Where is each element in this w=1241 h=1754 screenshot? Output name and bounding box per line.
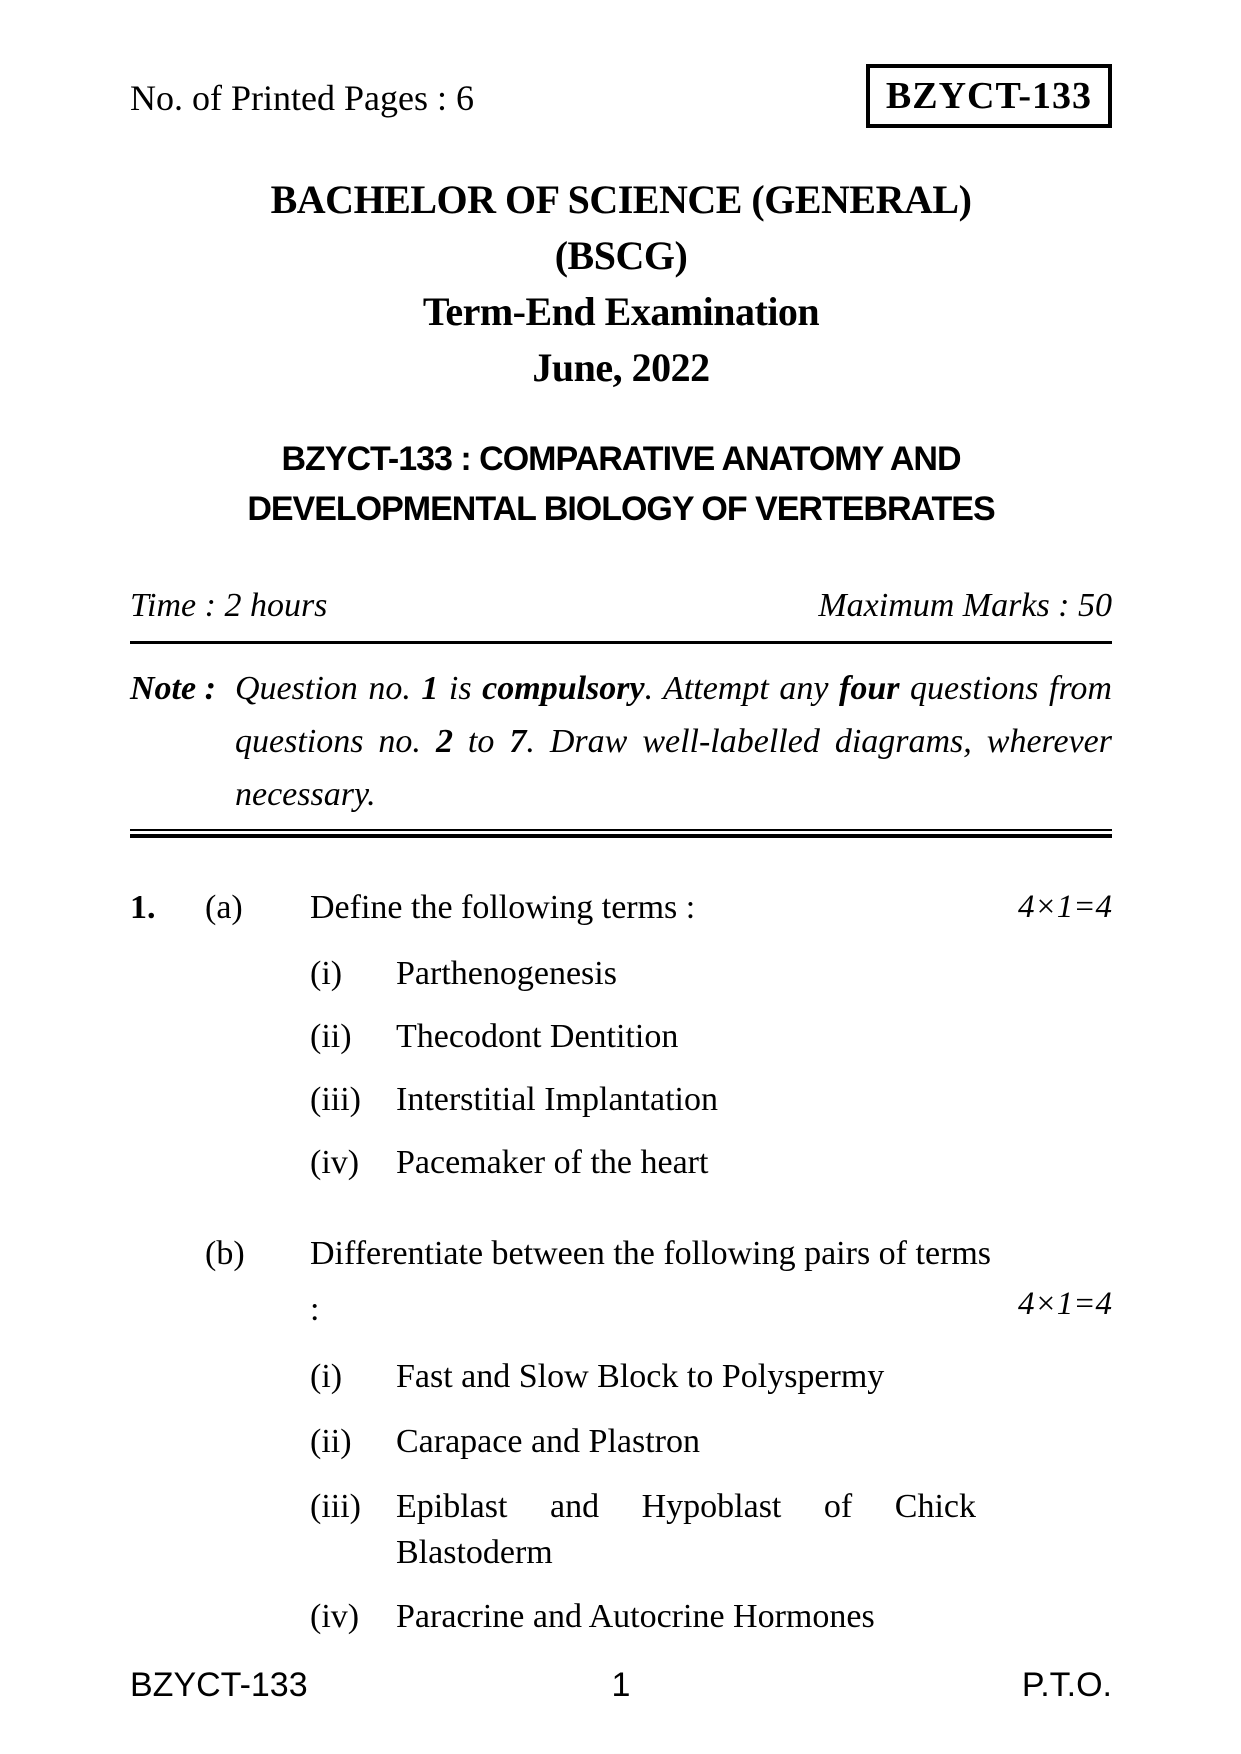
note-label: Note : xyxy=(130,670,216,707)
question-1-part-a xyxy=(130,886,1112,929)
part-b-marks: 4×1=4 xyxy=(1017,1286,1112,1322)
subject-line-1: BZYCT-133 : COMPARATIVE ANATOMY AND xyxy=(281,440,961,478)
part-b-item-1 xyxy=(310,1354,1112,1400)
part-b-item-3 xyxy=(310,1484,1112,1576)
single-divider-rule xyxy=(130,641,1112,644)
part-b-item-4 xyxy=(310,1594,1112,1640)
title-line-session: June, 2022 xyxy=(532,345,710,390)
question-number: 1. xyxy=(130,889,156,926)
item-text: Interstitial Implantation xyxy=(396,1081,718,1118)
exam-title xyxy=(130,172,1112,396)
item-label: (iii) xyxy=(310,1081,361,1118)
part-a-item-3 xyxy=(310,1077,1112,1123)
part-a-item-2 xyxy=(310,1014,1112,1060)
item-text: Fast and Slow Block to Polyspermy xyxy=(396,1358,885,1395)
maximum-marks: Maximum Marks : 50 xyxy=(818,587,1112,624)
item-text: Carapace and Plastron xyxy=(396,1423,700,1460)
question-1-part-b xyxy=(130,1226,1112,1338)
item-label: (iii) xyxy=(310,1488,361,1525)
item-label: (iv) xyxy=(310,1144,360,1181)
item-text: Thecodont Dentition xyxy=(396,1018,679,1055)
page-number: 1 xyxy=(611,1666,631,1704)
double-divider-rule xyxy=(130,829,1112,838)
part-a-item-1 xyxy=(310,951,1112,997)
question-number-spacer xyxy=(130,1226,205,1338)
title-line-exam: Term-End Examination xyxy=(422,289,820,334)
note-text: Question no. 1 is compulsory. Attempt any four questions from questions no. 2 to 7. Draw well-labelled diagrams, wherever necessary. xyxy=(235,670,1113,813)
exam-meta xyxy=(130,584,1112,627)
part-b-item-2 xyxy=(310,1419,1112,1465)
part-a-item-4 xyxy=(310,1140,1112,1186)
printed-pages-note: No. of Printed Pages : 6 xyxy=(130,78,474,118)
item-label: (i) xyxy=(310,1358,343,1395)
subject-line-2: DEVELOPMENTAL BIOLOGY OF VERTEBRATES xyxy=(247,490,995,528)
subject-heading xyxy=(130,434,1112,534)
item-label: (iv) xyxy=(310,1598,360,1635)
item-text: Pacemaker of the heart xyxy=(396,1144,709,1181)
item-text: Paracrine and Autocrine Hormones xyxy=(396,1598,875,1635)
item-text: Epiblast and Hypoblast of Chick Blastoderm xyxy=(396,1488,976,1571)
item-label: (ii) xyxy=(310,1423,352,1460)
note-block xyxy=(130,662,1112,821)
title-line-degree: BACHELOR OF SCIENCE (GENERAL) xyxy=(270,177,972,222)
item-label: (i) xyxy=(310,955,343,992)
item-text: Parthenogenesis xyxy=(396,955,617,992)
part-b-label: (b) xyxy=(205,1235,245,1272)
item-label: (ii) xyxy=(310,1018,352,1055)
part-a-marks: 4×1=4 xyxy=(1017,889,1112,925)
part-a-text: Define the following terms : xyxy=(310,889,696,926)
exam-paper-page xyxy=(130,0,1112,1707)
time-allowed: Time : 2 hours xyxy=(130,587,328,624)
page-footer xyxy=(130,1664,1112,1707)
part-b-text: Differentiate between the following pairs of terms : xyxy=(310,1235,992,1328)
pto-label: P.T.O. xyxy=(1021,1666,1112,1704)
footer-course-code: BZYCT-133 xyxy=(130,1666,308,1704)
title-line-program: (BSCG) xyxy=(554,233,688,278)
part-a-label: (a) xyxy=(205,889,243,926)
course-code-box: BZYCT-133 xyxy=(866,64,1112,128)
page-header xyxy=(130,0,1112,128)
